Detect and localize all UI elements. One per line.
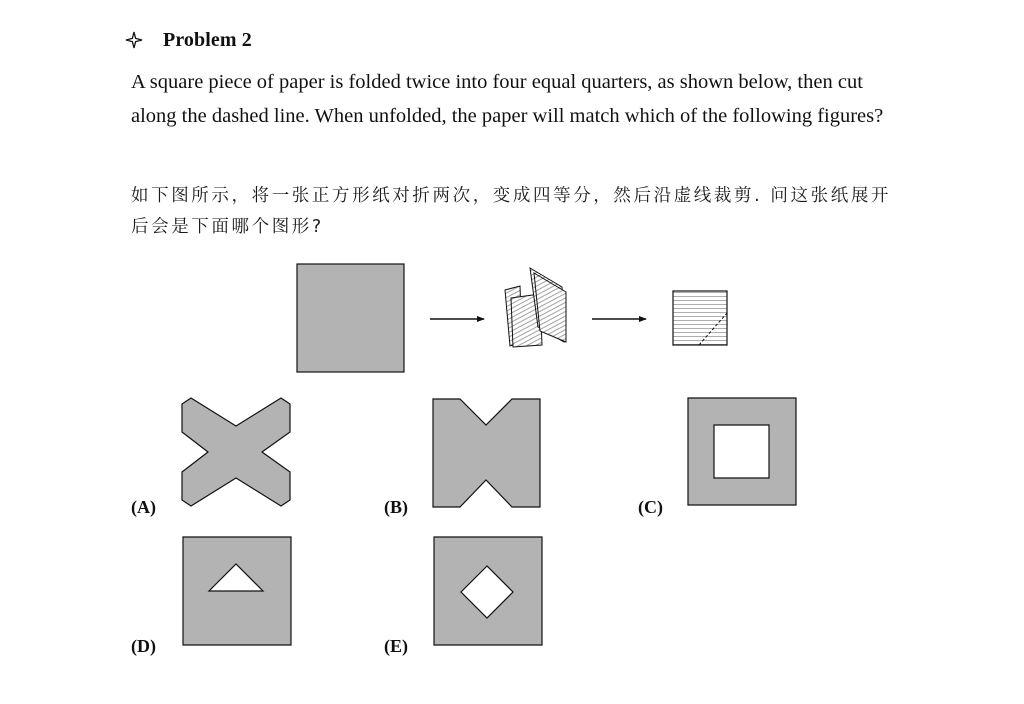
option-c-figure[interactable]	[688, 398, 796, 505]
folding-paper-figure	[505, 268, 566, 347]
option-a-figure[interactable]	[182, 398, 290, 506]
option-c-label[interactable]: (C)	[638, 497, 663, 517]
option-d-label[interactable]: (D)	[131, 636, 156, 656]
folded-quarter-square	[673, 291, 727, 345]
problem-title: Problem 2	[163, 28, 252, 51]
problem-text-english: A square piece of paper is folded twice into four equal quarters, as shown below, then cut along the dashed line. When unfolded, the paper will match which of the following figures?	[131, 71, 884, 127]
problem-text-chinese: 如下图所示，将一张正方形纸对折两次，变成四等分，然后沿虚线裁剪. 问这张纸展开后会是下面哪个图形?	[131, 186, 892, 237]
option-b-figure[interactable]	[433, 399, 540, 507]
option-b-label[interactable]: (B)	[384, 497, 408, 517]
option-e-label[interactable]: (E)	[384, 636, 408, 656]
option-e-figure[interactable]	[434, 537, 542, 645]
option-a-label[interactable]: (A)	[131, 497, 156, 517]
original-square	[297, 264, 404, 372]
option-d-figure[interactable]	[183, 537, 291, 645]
